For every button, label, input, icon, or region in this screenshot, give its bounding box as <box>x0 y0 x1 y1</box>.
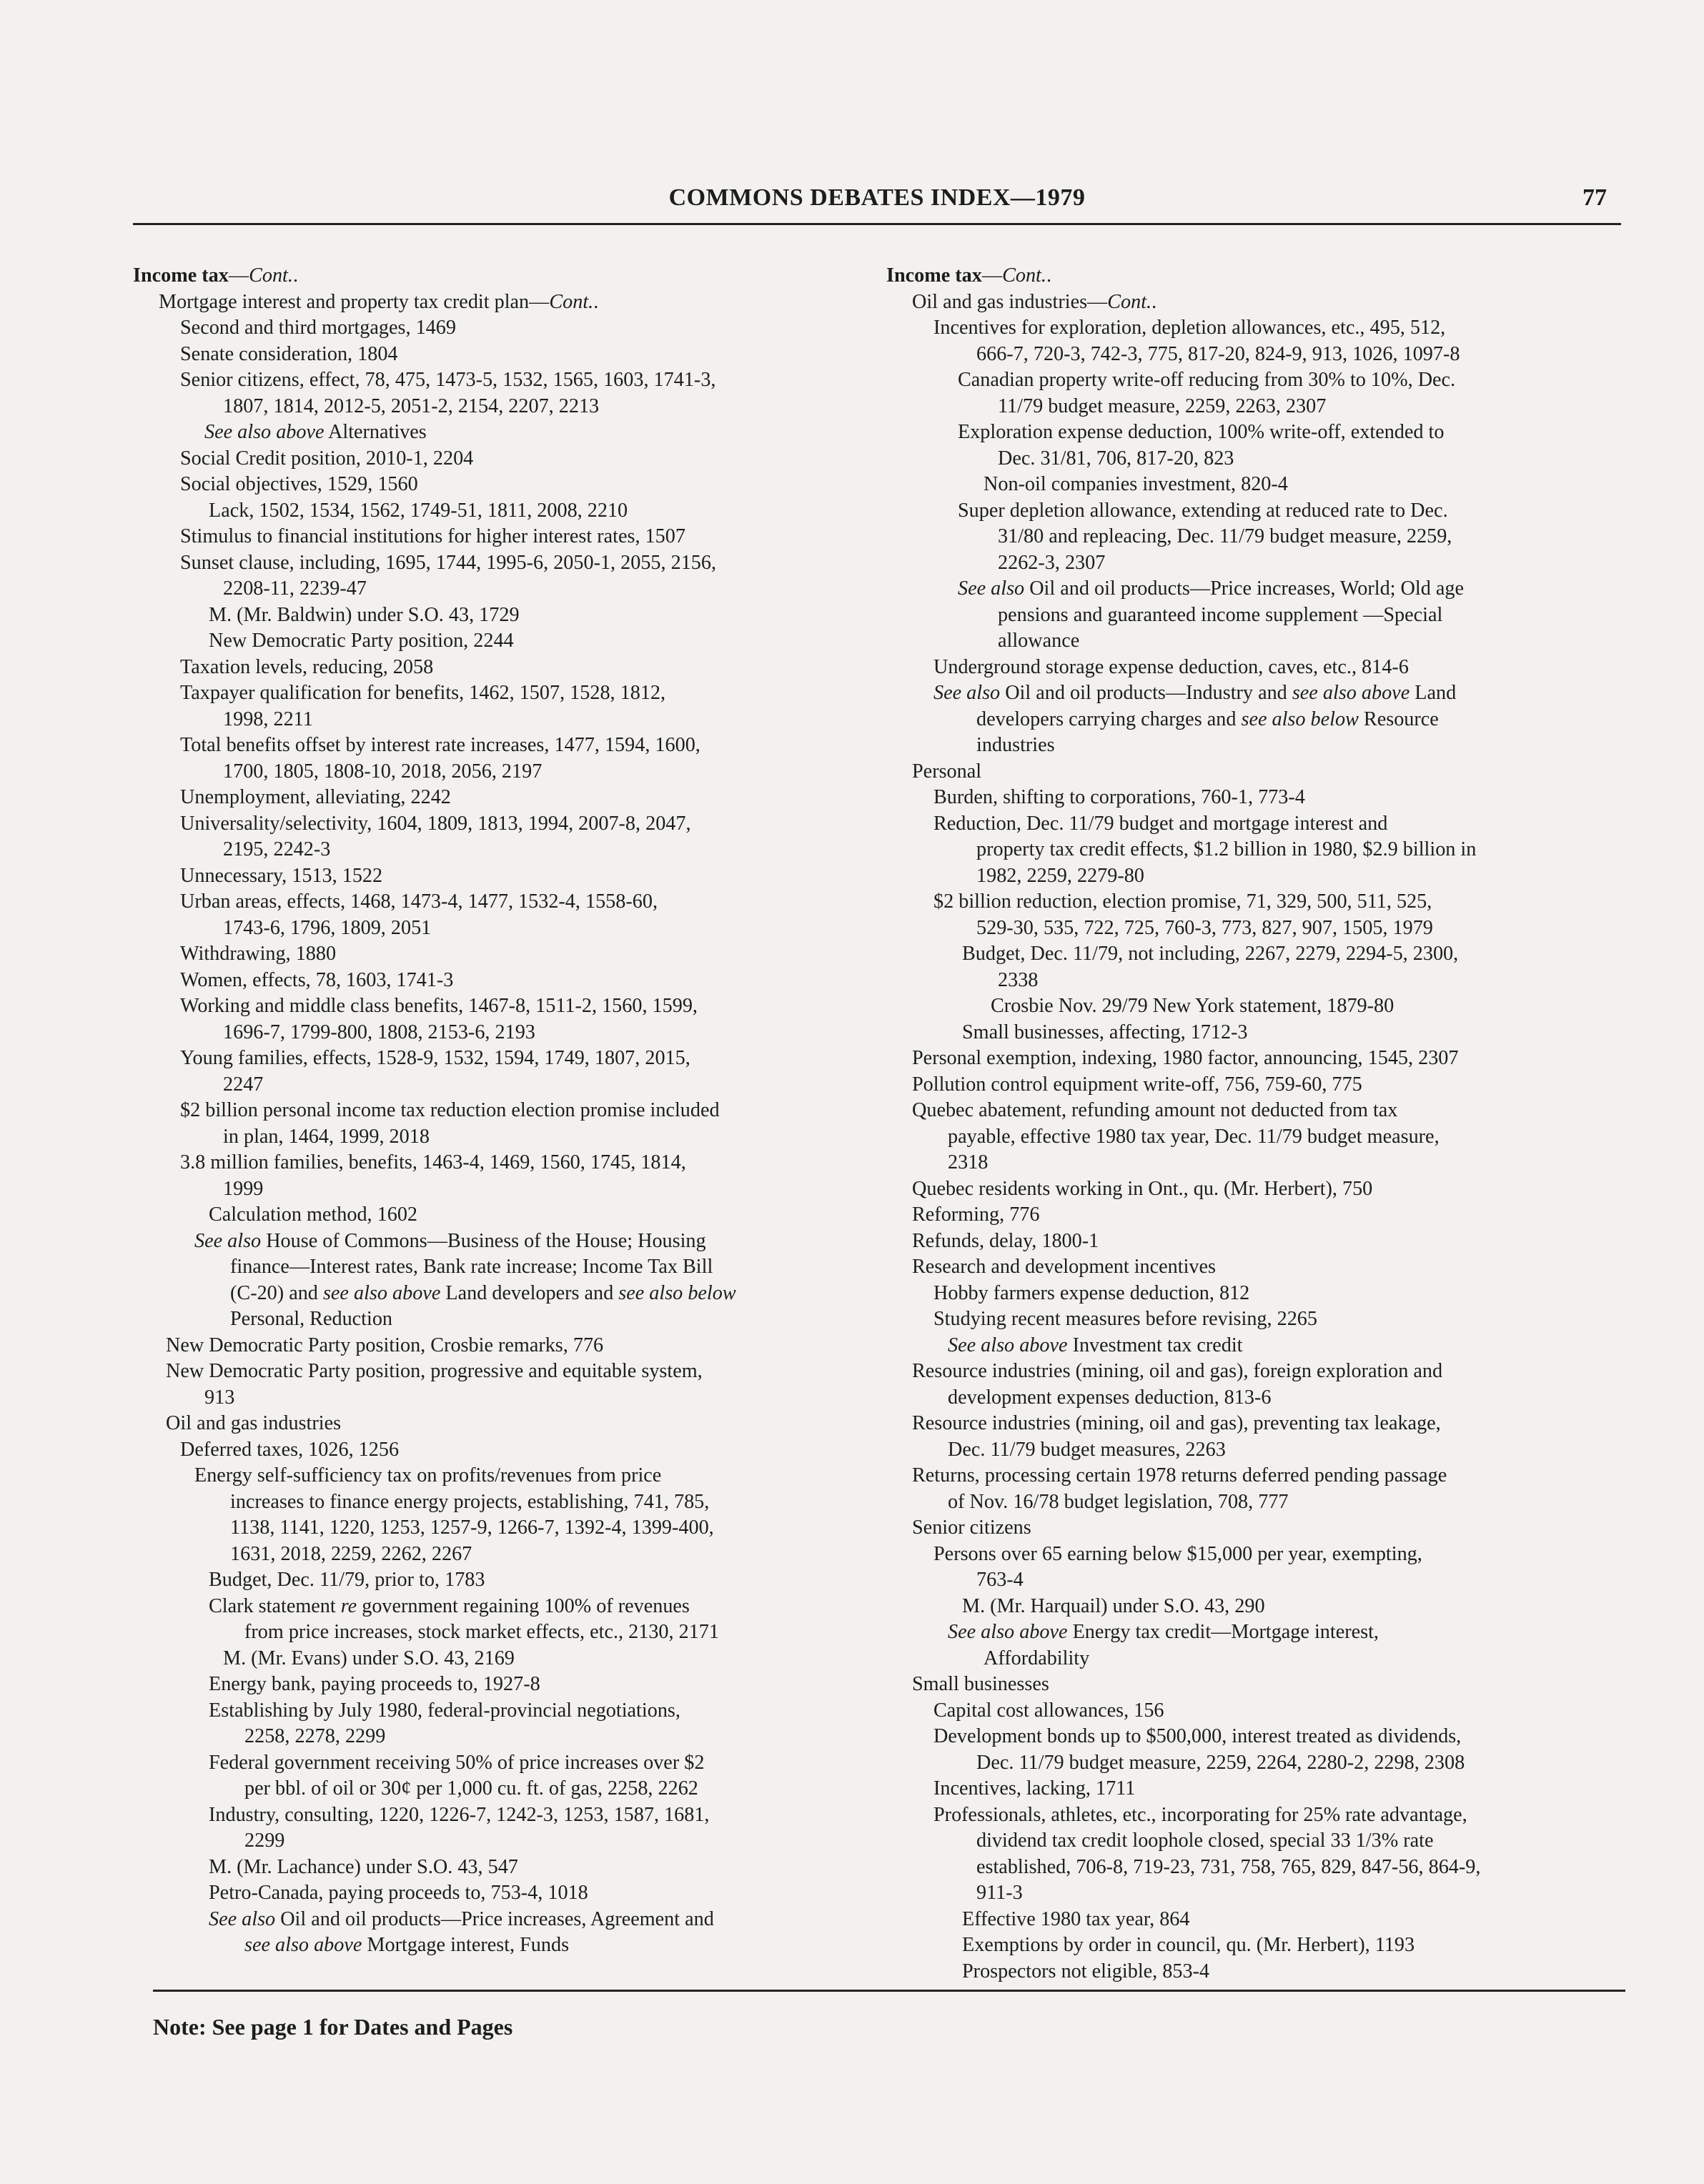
index-line: M. (Mr. Lachance) under S.O. 43, 547 <box>209 1855 518 1878</box>
index-line: $2 billion reduction, election promise, 71, 329, 500, 511, 525, <box>933 890 1432 913</box>
index-line: 2247 <box>223 1073 264 1096</box>
index-line: Energy self-sufficiency tax on profits/revenues from price <box>194 1464 662 1486</box>
index-line: Hobby farmers expense deduction, 812 <box>933 1281 1250 1304</box>
index-line: Oil and gas industries <box>166 1412 342 1434</box>
index-line: Young families, effects, 1528-9, 1532, 1594, 1749, 1807, 2015, <box>180 1047 690 1069</box>
index-line: 2208-11, 2239-47 <box>223 577 367 600</box>
index-line: Research and development incentives <box>912 1256 1217 1278</box>
index-line: Small businesses <box>912 1673 1049 1695</box>
footer-note: Note: See page 1 for Dates and Pages <box>153 2014 513 2040</box>
index-line: increases to finance energy projects, establishing, 741, 785, <box>230 1490 710 1513</box>
index-line: M. (Mr. Harquail) under S.O. 43, 290 <box>962 1594 1265 1617</box>
index-line: See also Oil and oil products—Price increases, Agreement and <box>209 1907 714 1930</box>
index-line: New Democratic Party position, progressive and equitable system, <box>166 1360 703 1382</box>
page-header <box>133 184 1621 224</box>
index-line: Senior citizens, effect, 78, 475, 1473-5, 1532, 1565, 1603, 1741-3, <box>180 369 716 391</box>
index-line: Personal, Reduction <box>230 1308 393 1330</box>
index-line: Quebec residents working in Ont., qu. (Mr. Herbert), 750 <box>912 1177 1373 1200</box>
index-line: See also Oil and oil products—Price increases, World; Old age <box>958 577 1464 600</box>
index-line: 2318 <box>948 1151 989 1173</box>
index-line: Energy bank, paying proceeds to, 1927-8 <box>209 1673 540 1695</box>
right-column <box>886 263 1630 1985</box>
index-line: 913 <box>204 1386 235 1409</box>
index-line: pensions and guaranteed income supplement —Special <box>998 603 1443 626</box>
index-line: Development bonds up to $500,000, interest treated as dividends, <box>933 1725 1462 1747</box>
index-line: developers carrying charges and see also below Resource <box>976 708 1439 730</box>
index-line: Senior citizens <box>912 1517 1031 1539</box>
index-line: 31/80 and repleacing, Dec. 11/79 budget measure, 2259, <box>998 525 1452 547</box>
index-line: Income tax—Cont.. <box>133 264 298 287</box>
index-line: development expenses deduction, 813-6 <box>948 1386 1272 1409</box>
index-line: Deferred taxes, 1026, 1256 <box>180 1438 400 1461</box>
index-line: Returns, processing certain 1978 returns deferred pending passage <box>912 1464 1447 1486</box>
index-line: finance—Interest rates, Bank rate increase; Income Tax Bill <box>230 1256 713 1278</box>
index-line: Stimulus to financial institutions for higher interest rates, 1507 <box>180 525 685 547</box>
index-line: Reforming, 776 <box>912 1203 1040 1226</box>
index-line: Total benefits offset by interest rate increases, 1477, 1594, 1600, <box>180 734 700 756</box>
index-line: See also above Alternatives <box>204 421 427 443</box>
index-line: Prospectors not eligible, 853-4 <box>962 1960 1210 1982</box>
index-line: from price increases, stock market effects, etc., 2130, 2171 <box>244 1621 719 1643</box>
index-line: Dec. 11/79 budget measures, 2263 <box>948 1438 1226 1461</box>
index-line: Establishing by July 1980, federal-provincial negotiations, <box>209 1699 680 1722</box>
index-line: Calculation method, 1602 <box>209 1203 418 1226</box>
index-line: 2299 <box>244 1830 285 1852</box>
index-line: Resource industries (mining, oil and gas), foreign exploration and <box>912 1360 1443 1382</box>
index-line: 529-30, 535, 722, 725, 760-3, 773, 827, 907, 1505, 1979 <box>976 916 1433 939</box>
index-line: 1807, 1814, 2012-5, 2051-2, 2154, 2207, 2213 <box>223 394 600 417</box>
index-line: Budget, Dec. 11/79, prior to, 1783 <box>209 1569 485 1591</box>
index-line: See also House of Commons—Business of the House; Housing <box>194 1229 706 1252</box>
index-line: 1999 <box>223 1177 264 1200</box>
index-line: 1998, 2211 <box>223 708 313 730</box>
index-line: Dec. 11/79 budget measure, 2259, 2264, 2280-2, 2298, 2308 <box>976 1751 1465 1774</box>
index-line: Exemptions by order in council, qu. (Mr. Herbert), 1193 <box>962 1934 1415 1956</box>
index-line: $2 billion personal income tax reduction election promise included <box>180 1099 720 1121</box>
index-line: (C-20) and see also above Land developers and see also below <box>230 1281 736 1304</box>
index-line: Senate consideration, 1804 <box>180 342 398 365</box>
index-line: Reduction, Dec. 11/79 budget and mortgage interest and <box>933 812 1388 835</box>
index-line: Super depletion allowance, extending at reduced rate to Dec. <box>958 499 1448 522</box>
index-line: 911-3 <box>976 1882 1023 1904</box>
index-line: Non-oil companies investment, 820-4 <box>984 473 1288 495</box>
index-line: 2338 <box>998 968 1039 991</box>
index-line: industries <box>976 734 1055 756</box>
index-line: see also above Mortgage interest, Funds <box>244 1934 570 1956</box>
index-line: Quebec abatement, refunding amount not deducted from tax <box>912 1099 1398 1121</box>
index-line: Dec. 31/81, 706, 817-20, 823 <box>998 447 1234 470</box>
index-line: Professionals, athletes, etc., incorporating for 25% rate advantage, <box>933 1803 1467 1826</box>
index-line: Capital cost allowances, 156 <box>933 1699 1164 1722</box>
index-line: 2195, 2242-3 <box>223 838 331 860</box>
index-line: Crosbie Nov. 29/79 New York statement, 1879-80 <box>991 995 1395 1017</box>
index-line: Petro-Canada, paying proceeds to, 753-4, 1018 <box>209 1882 588 1904</box>
index-line: Clark statement re government regaining 100% of revenues <box>209 1594 690 1617</box>
index-line: Incentives for exploration, depletion allowances, etc., 495, 512, <box>933 317 1446 339</box>
left-column <box>133 263 855 1959</box>
index-line: Income tax—Cont.. <box>886 264 1051 287</box>
index-line: Resource industries (mining, oil and gas), preventing tax leakage, <box>912 1412 1441 1434</box>
index-line: M. (Mr. Baldwin) under S.O. 43, 1729 <box>209 603 520 626</box>
index-line: Taxation levels, reducing, 2058 <box>180 655 434 678</box>
index-line: in plan, 1464, 1999, 2018 <box>223 1125 430 1148</box>
index-line: See also above Energy tax credit—Mortgage interest, <box>948 1621 1379 1643</box>
index-line: Universality/selectivity, 1604, 1809, 1813, 1994, 2007-8, 2047, <box>180 812 691 835</box>
index-line: 3.8 million families, benefits, 1463-4, 1469, 1560, 1745, 1814, <box>180 1151 686 1173</box>
index-line: Lack, 1502, 1534, 1562, 1749-51, 1811, 2008, 2210 <box>209 499 628 522</box>
index-line: 2258, 2278, 2299 <box>244 1725 386 1747</box>
index-line: Refunds, delay, 1800-1 <box>912 1229 1099 1252</box>
index-line: Social Credit position, 2010-1, 2204 <box>180 447 474 470</box>
index-line: New Democratic Party position, 2244 <box>209 630 514 652</box>
index-line: Personal <box>912 760 982 783</box>
index-line: Social objectives, 1529, 1560 <box>180 473 418 495</box>
index-line: See also Oil and oil products—Industry and see also above Land <box>933 682 1457 704</box>
index-line: M. (Mr. Evans) under S.O. 43, 2169 <box>223 1647 515 1669</box>
index-line: 1743-6, 1796, 1809, 2051 <box>223 916 432 939</box>
index-line: Unnecessary, 1513, 1522 <box>180 864 383 887</box>
index-line: New Democratic Party position, Crosbie remarks, 776 <box>166 1334 604 1356</box>
index-line: Underground storage expense deduction, caves, etc., 814-6 <box>933 655 1409 678</box>
index-line: Urban areas, effects, 1468, 1473-4, 1477, 1532-4, 1558-60, <box>180 890 658 913</box>
index-line: allowance <box>998 630 1080 652</box>
header-rule <box>133 223 1621 225</box>
index-line: 1631, 2018, 2259, 2262, 2267 <box>230 1542 472 1565</box>
index-line: 1982, 2259, 2279-80 <box>976 864 1144 887</box>
index-line: Small businesses, affecting, 1712-3 <box>962 1021 1248 1043</box>
index-line: Budget, Dec. 11/79, not including, 2267, 2279, 2294-5, 2300, <box>962 943 1459 965</box>
index-line: of Nov. 16/78 budget legislation, 708, 777 <box>948 1490 1289 1513</box>
index-line: Mortgage interest and property tax credit plan—Cont.. <box>159 290 599 313</box>
index-line: 2262-3, 2307 <box>998 551 1106 574</box>
index-line: See also above Investment tax credit <box>948 1334 1243 1356</box>
index-line: Working and middle class benefits, 1467-8, 1511-2, 1560, 1599, <box>180 995 698 1017</box>
index-line: Canadian property write-off reducing from 30% to 10%, Dec. <box>958 369 1456 391</box>
page-number: 77 <box>1582 184 1607 211</box>
index-line: Federal government receiving 50% of price increases over $2 <box>209 1751 705 1774</box>
index-line: Unemployment, alleviating, 2242 <box>180 786 451 808</box>
index-line: 11/79 budget measure, 2259, 2263, 2307 <box>998 394 1327 417</box>
index-line: Studying recent measures before revising, 2265 <box>933 1308 1317 1330</box>
index-line: Industry, consulting, 1220, 1226-7, 1242-3, 1253, 1587, 1681, <box>209 1803 710 1826</box>
index-line: Burden, shifting to corporations, 760-1, 773-4 <box>933 786 1305 808</box>
index-line: 1138, 1141, 1220, 1253, 1257-9, 1266-7, 1392-4, 1399-400, <box>230 1517 714 1539</box>
index-line: property tax credit effects, $1.2 billion in 1980, $2.9 billion in <box>976 838 1477 860</box>
index-line: 1696-7, 1799-800, 1808, 2153-6, 2193 <box>223 1021 535 1043</box>
index-line: payable, effective 1980 tax year, Dec. 11/79 budget measure, <box>948 1125 1440 1148</box>
index-line: Women, effects, 78, 1603, 1741-3 <box>180 968 454 991</box>
index-line: Affordability <box>984 1647 1090 1669</box>
index-line: dividend tax credit loophole closed, special 33 1/3% rate <box>976 1830 1434 1852</box>
footer-rule <box>153 1990 1625 1992</box>
index-line: Second and third mortgages, 1469 <box>180 317 456 339</box>
index-line: Incentives, lacking, 1711 <box>933 1777 1136 1800</box>
index-line: 1700, 1805, 1808-10, 2018, 2056, 2197 <box>223 760 543 783</box>
index-line: Persons over 65 earning below $15,000 per year, exempting, <box>933 1542 1422 1565</box>
page-title: COMMONS DEBATES INDEX—1979 <box>668 184 1086 211</box>
index-line: Sunset clause, including, 1695, 1744, 1995-6, 2050-1, 2055, 2156, <box>180 551 717 574</box>
index-line: 763-4 <box>976 1569 1024 1591</box>
index-line: established, 706-8, 719-23, 731, 758, 765, 829, 847-56, 864-9, <box>976 1855 1481 1878</box>
index-line: per bbl. of oil or 30¢ per 1,000 cu. ft. of gas, 2258, 2262 <box>244 1777 698 1800</box>
index-line: Exploration expense deduction, 100% write-off, extended to <box>958 421 1445 443</box>
index-line: Taxpayer qualification for benefits, 1462, 1507, 1528, 1812, <box>180 682 666 704</box>
index-line: Oil and gas industries—Cont.. <box>912 290 1157 313</box>
index-line: Effective 1980 tax year, 864 <box>962 1907 1190 1930</box>
index-line: Withdrawing, 1880 <box>180 943 337 965</box>
index-line: Pollution control equipment write-off, 756, 759-60, 775 <box>912 1073 1362 1096</box>
index-line: Personal exemption, indexing, 1980 factor, announcing, 1545, 2307 <box>912 1047 1459 1069</box>
index-line: 666-7, 720-3, 742-3, 775, 817-20, 824-9, 913, 1026, 1097-8 <box>976 342 1460 365</box>
